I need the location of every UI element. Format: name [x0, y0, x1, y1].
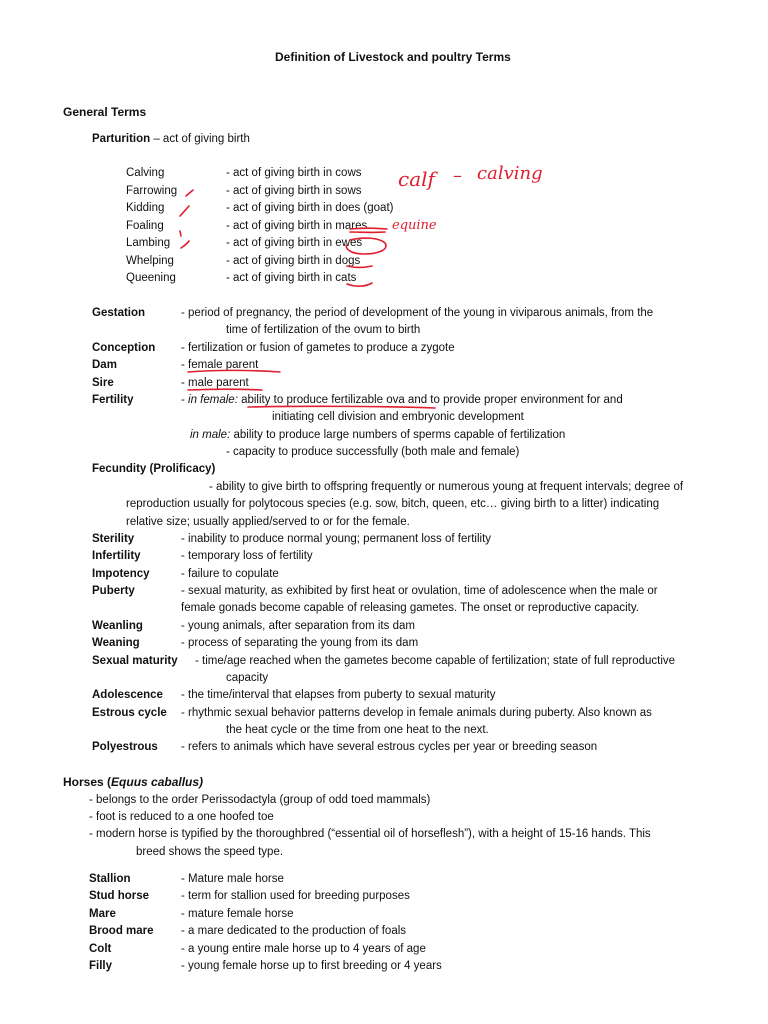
term-conception: Conception	[92, 342, 156, 354]
tick-mark-lambing	[181, 241, 189, 248]
general-terms-heading: General Terms	[63, 105, 147, 119]
term-colt: Colt	[89, 943, 112, 955]
term-dam: Dam	[92, 359, 117, 371]
horses-heading	[63, 775, 203, 789]
def-foaling: - act of giving birth in mares	[226, 220, 368, 232]
handwritten-dash: –	[453, 165, 462, 186]
term-adolescence: Adolescence	[92, 689, 163, 701]
horses-bullet-3b: breed shows the speed type.	[136, 846, 284, 858]
term-weaning: Weaning	[92, 637, 140, 649]
def-fecundity-2: reproduction usually for polytocous species (e.g. sow, bitch, queen, etc… giving birth to a litter) indicating	[126, 498, 660, 510]
def-lambing: - act of giving birth in ewes	[226, 237, 363, 249]
def-sexual-maturity-1: - time/age reached when the gametes become capable of fertilization; state of full reproductive	[195, 655, 676, 667]
term-farrowing: Farrowing	[126, 185, 178, 197]
horses-bullet-3: - modern horse is typified by the thoroughbred (“essential oil of horseflesh”), with a height of 15-16 hands. This	[89, 828, 651, 840]
def-estrous-2: the heat cycle or the time from one heat to the next.	[226, 724, 489, 736]
term-fecundity: Fecundity (Prolificacy)	[92, 463, 216, 475]
def-stallion: - Mature male horse	[181, 873, 284, 885]
def-sire: - male parent	[181, 377, 249, 389]
def-adolescence: - the time/interval that elapses from puberty to sexual maturity	[181, 689, 496, 701]
def-brood-mare: - a mare dedicated to the production of foals	[181, 925, 407, 937]
def-fertility-female	[181, 393, 623, 407]
def-polyestrous: - refers to animals which have several estrous cycles per year or breeding season	[181, 741, 598, 753]
def-fertility-female-2: initiating cell division and embryonic development	[272, 411, 524, 423]
def-conception: - fertilization or fusion of gametes to produce a zygote	[181, 342, 455, 354]
tick-mark-farrowing	[186, 190, 193, 196]
term-impotency: Impotency	[92, 568, 150, 580]
def-sterility: - inability to produce normal young; permanent loss of fertility	[181, 533, 492, 545]
term-weanling: Weanling	[92, 620, 143, 632]
tick-mark-kidding	[180, 206, 189, 216]
term-puberty: Puberty	[92, 585, 135, 597]
def-queening: - act of giving birth in cats	[226, 272, 357, 284]
handwritten-calf: calf	[398, 167, 435, 191]
parturition-def: – act of giving birth	[150, 133, 250, 145]
def-gestation-2: time of fertilization of the ovum to birth	[226, 324, 421, 336]
parturition-row	[92, 132, 250, 146]
def-fecundity-3: relative size; usually applied/served to or for the female.	[126, 516, 410, 528]
fertility-male-label: in male:	[190, 429, 231, 441]
tick-mark-foaling	[180, 231, 181, 236]
def-impotency: - failure to copulate	[181, 568, 279, 580]
document-title: Definition of Livestock and poultry Terms	[275, 50, 511, 64]
def-gestation-1: - period of pregnancy, the period of development of the young in viviparous animals, from the	[181, 307, 654, 319]
term-sterility: Sterility	[92, 533, 135, 545]
def-infertility: - temporary loss of fertility	[181, 550, 313, 562]
handwritten-equine: equine	[392, 218, 437, 233]
def-kidding: - act of giving birth in does (goat)	[226, 202, 394, 214]
def-calving: - act of giving birth in cows	[226, 167, 362, 179]
def-puberty-1: - sexual maturity, as exhibited by first heat or ovulation, time of adolescence when the male or	[181, 585, 658, 597]
fertility-female-label: in female:	[188, 394, 238, 406]
def-whelping: - act of giving birth in dogs	[226, 255, 361, 267]
term-infertility: Infertility	[92, 550, 141, 562]
def-fertility-male	[190, 428, 565, 442]
def-puberty-2: female gonads become capable of releasing gametes. The onset or reproductive capacity.	[181, 602, 639, 614]
term-kidding: Kidding	[126, 202, 165, 214]
def-fecundity-1: - ability to give birth to offspring frequently or numerous young at frequent intervals; degree of	[209, 481, 684, 493]
term-fertility: Fertility	[92, 394, 134, 406]
horses-heading-pre: Horses (	[63, 775, 112, 789]
term-lambing: Lambing	[126, 237, 171, 249]
def-fertility-both: - capacity to produce successfully (both male and female)	[226, 446, 520, 458]
def-weaning: - process of separating the young from its dam	[181, 637, 419, 649]
term-queening: Queening	[126, 272, 176, 284]
term-mare: Mare	[89, 908, 116, 920]
horses-bullet-2: - foot is reduced to a one hoofed toe	[89, 811, 274, 823]
def-stud-horse: - term for stallion used for breeding purposes	[181, 890, 410, 902]
def-dam: - female parent	[181, 359, 259, 371]
fertility-male-def: ability to produce large numbers of sperms capable of fertilization	[230, 429, 566, 441]
term-sexual-maturity: Sexual maturity	[92, 655, 178, 667]
def-filly: - young female horse up to first breeding or 4 years	[181, 960, 442, 972]
horses-bullet-1: - belongs to the order Perissodactyla (group of odd toed mammals)	[89, 794, 431, 806]
fertility-female-def: ability to produce fertilizable ova and to provide proper environment for and	[237, 394, 623, 406]
term-brood-mare: Brood mare	[89, 925, 154, 937]
fertility-dash: -	[181, 394, 189, 406]
def-estrous-1: - rhythmic sexual behavior patterns develop in female animals during puberty. Also known as	[181, 707, 652, 719]
term-stallion: Stallion	[89, 873, 131, 885]
term-gestation: Gestation	[92, 307, 146, 319]
term-filly: Filly	[89, 960, 113, 972]
term-sire: Sire	[92, 377, 114, 389]
handwritten-calving: calving	[477, 163, 543, 184]
term-estrous-cycle: Estrous cycle	[92, 707, 167, 719]
def-farrowing: - act of giving birth in sows	[226, 185, 362, 197]
def-sexual-maturity-2: capacity	[226, 672, 269, 684]
def-weanling: - young animals, after separation from its dam	[181, 620, 415, 632]
term-whelping: Whelping	[126, 255, 174, 267]
def-mare: - mature female horse	[181, 908, 294, 920]
term-polyestrous: Polyestrous	[92, 741, 158, 753]
term-stud-horse: Stud horse	[89, 890, 150, 902]
term-calving: Calving	[126, 167, 165, 179]
term-foaling: Foaling	[126, 220, 164, 232]
def-colt: - a young entire male horse up to 4 years of age	[181, 943, 426, 955]
horses-heading-italic: Equus caballus)	[111, 775, 204, 789]
parturition-term: Parturition	[92, 133, 151, 145]
